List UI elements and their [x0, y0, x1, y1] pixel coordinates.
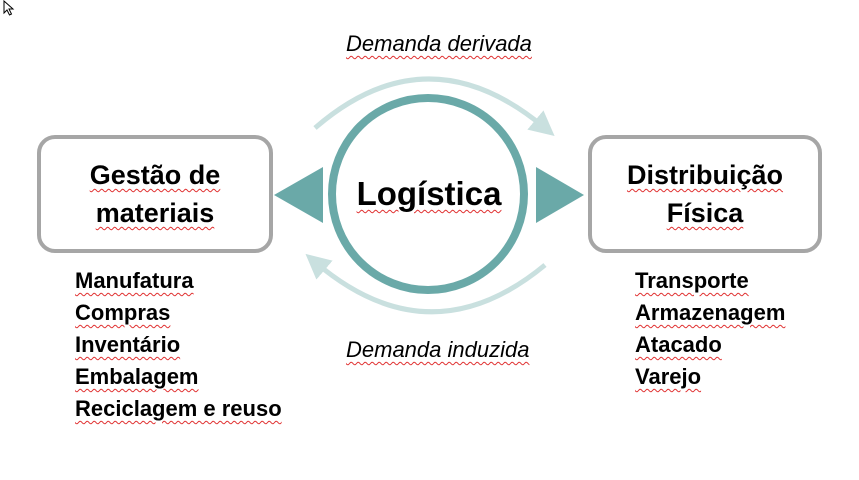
left-box-line1: Gestão de	[89, 160, 221, 190]
list-item: Transporte	[635, 268, 749, 293]
distribution-activities-list	[635, 265, 785, 393]
materials-management-box	[37, 135, 273, 253]
list-item: Inventário	[75, 332, 181, 357]
physical-distribution-box	[588, 135, 822, 253]
list-item: Varejo	[635, 364, 702, 389]
left-box-line2: materiais	[95, 198, 215, 228]
list-item: Reciclagem e reuso	[75, 396, 282, 421]
flow-bottom-text: Demanda induzida	[346, 337, 530, 362]
right-box-line1: Distribuição	[626, 160, 784, 190]
derived-demand-label	[346, 30, 532, 58]
materials-activities-list	[75, 265, 282, 425]
list-item: Atacado	[635, 332, 722, 357]
right-box-line2: Física	[666, 198, 744, 228]
flow-top-text: Demanda derivada	[346, 31, 532, 56]
list-item: Compras	[75, 300, 171, 325]
list-item: Manufatura	[75, 268, 194, 293]
list-item: Armazenagem	[635, 300, 786, 325]
center-title-text: Logística	[356, 175, 502, 212]
logistics-title	[330, 172, 528, 216]
right-arrow-triangle	[536, 167, 584, 223]
list-item: Embalagem	[75, 364, 199, 389]
induced-demand-label	[346, 336, 529, 364]
left-arrow-triangle	[274, 167, 323, 223]
